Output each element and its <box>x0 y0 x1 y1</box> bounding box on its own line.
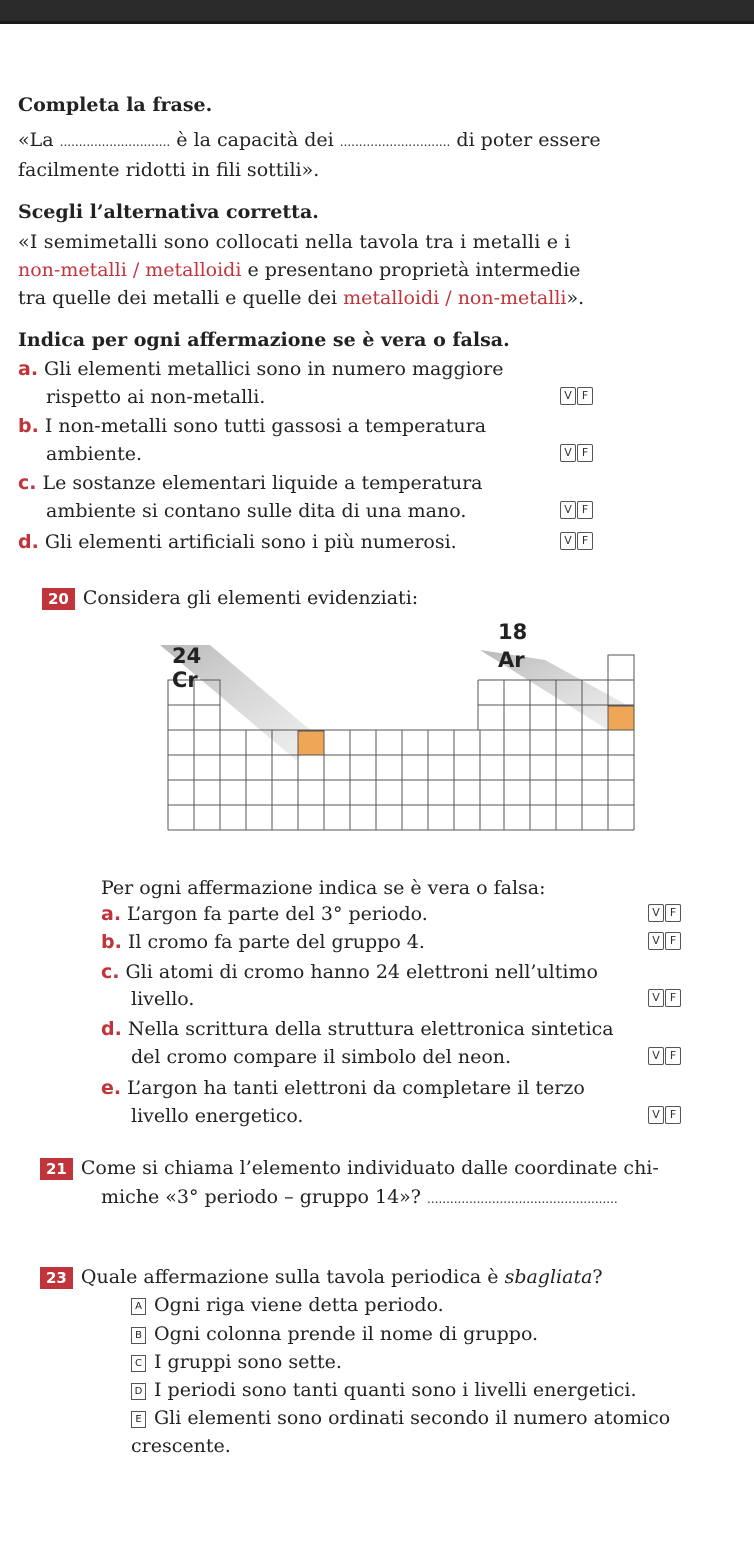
tf-item-d: d. Gli elementi artificiali sono i più numerosi. <box>18 531 457 553</box>
q20-vf-toggle-b[interactable]: V F <box>648 932 681 950</box>
complete-line-1: «La ............................. è la capacità dei ............................. di poter essere <box>18 129 601 151</box>
choice-1[interactable]: non-metalli / metalloidi <box>18 259 242 281</box>
q20-intro: Per ogni affermazione indica se è vera o falsa: <box>101 877 546 899</box>
choose-line-3: tra quelle dei metalli e quelle dei metalloidi / non-metalli». <box>18 287 585 309</box>
q23-option-a[interactable]: A Ogni riga viene detta periodo. <box>131 1293 444 1317</box>
tf-item-a-line2: rispetto ai non-metalli. <box>46 386 266 408</box>
q20-item-c-line2: livello. <box>131 988 195 1010</box>
tf-item-b-line2: ambiente. <box>46 443 142 465</box>
truefalse-title: Indica per ogni affermazione se è vera o falsa. <box>18 329 510 351</box>
q20-item-d-line2: del cromo compare il simbolo del neon. <box>131 1046 512 1068</box>
q23-option-d[interactable]: D I periodi sono tanti quanti sono i livelli energetici. <box>131 1378 637 1402</box>
cr-symbol: Cr <box>172 668 198 692</box>
choose-title: Scegli l’alternativa corretta. <box>18 201 319 223</box>
tf-item-b: b. I non-metalli sono tutti gassosi a temperatura <box>18 415 487 437</box>
complete-title: Completa la frase. <box>18 94 213 116</box>
q20-vf-toggle-c[interactable]: V F <box>648 989 681 1007</box>
q20-vf-toggle-e[interactable]: V F <box>648 1106 681 1124</box>
q20-item-c: c. Gli atomi di cromo hanno 24 elettroni nell’ultimo <box>101 961 598 983</box>
blank-1[interactable]: ............................. <box>59 135 171 149</box>
q20-vf-toggle-a[interactable]: V F <box>648 904 681 922</box>
vf-toggle-c[interactable]: V F <box>560 501 593 519</box>
periodic-table-diagram <box>150 615 650 840</box>
tf-item-a: a. Gli elementi metallici sono in numero maggiore <box>18 358 504 380</box>
tf-item-c-line2: ambiente si contano sulle dita di una mano. <box>46 500 467 522</box>
cr-atomic-number: 24 <box>172 644 202 668</box>
q23-option-c[interactable]: C I gruppi sono sette. <box>131 1350 342 1374</box>
ar-atomic-number: 18 <box>498 620 528 644</box>
q21-line-2: miche «3° periodo – gruppo 14»? .................................................. <box>101 1186 618 1208</box>
blank-2[interactable]: ............................. <box>339 135 451 149</box>
complete-line-2: facilmente ridotti in fili sottili». <box>18 159 320 181</box>
q21-answer-blank[interactable]: .................................................. <box>427 1192 618 1206</box>
q23-question: 23 Quale affermazione sulla tavola periodica è sbagliata? <box>40 1265 603 1289</box>
q20-item-a: a. L’argon fa parte del 3° periodo. <box>101 903 428 925</box>
q20-item-d: d. Nella scrittura della struttura elettronica sintetica <box>101 1018 614 1040</box>
q23-option-b[interactable]: B Ogni colonna prende il nome di gruppo. <box>131 1322 538 1346</box>
q20-item-e-line2: livello energetico. <box>131 1105 304 1127</box>
choose-line-1: «I semimetalli sono collocati nella tavola tra i metalli e i <box>18 231 571 253</box>
q23-option-e[interactable]: E Gli elementi sono ordinati secondo il numero atomico <box>131 1406 670 1430</box>
q21-line-1: 21 Come si chiama l’elemento individuato dalle coordinate chi- <box>40 1156 659 1180</box>
ar-highlight-cell <box>608 706 634 730</box>
q20-vf-toggle-d[interactable]: V F <box>648 1047 681 1065</box>
top-bar <box>0 0 754 24</box>
choice-2[interactable]: metalloidi / non-metalli <box>343 287 567 309</box>
vf-toggle-d[interactable]: V F <box>560 532 593 550</box>
vf-toggle-b[interactable]: V F <box>560 444 593 462</box>
q20-item-b: b. Il cromo fa parte del gruppo 4. <box>101 931 425 953</box>
ar-symbol: Ar <box>498 648 525 672</box>
vf-toggle-a[interactable]: V F <box>560 387 593 405</box>
q23-option-e-line2: crescente. <box>131 1435 231 1457</box>
choose-line-2: non-metalli / metalloidi e presentano proprietà intermedie <box>18 259 581 281</box>
tf-item-c: c. Le sostanze elementari liquide a temperatura <box>18 472 483 494</box>
cr-highlight-cell <box>298 731 324 755</box>
q20-item-e: e. L’argon ha tanti elettroni da completare il terzo <box>101 1077 585 1099</box>
q20-title: 20 Considera gli elementi evidenziati: <box>42 586 418 610</box>
